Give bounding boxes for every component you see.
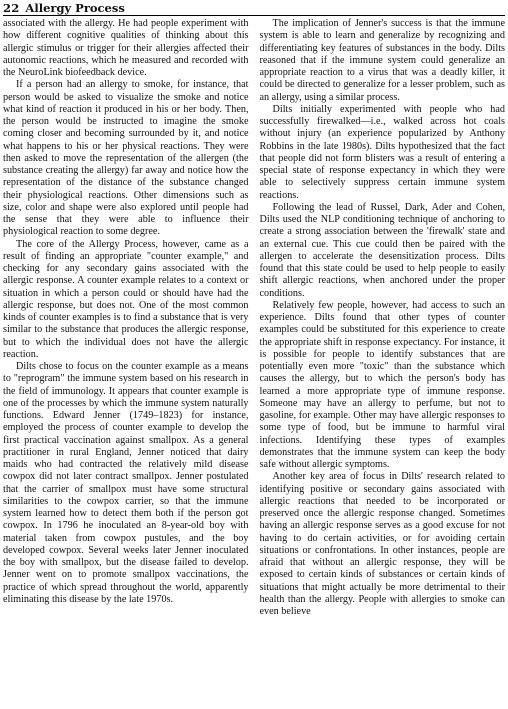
right-column xyxy=(260,18,506,707)
paragraph: Another key area of focus in Dilts' research related to identifying positive or secondary gains associated with allergic reactions that needed to be incorporated or preserved once the allergic response changed. Sometimes having an allergic response serves as a good excuse for not having to do certain activities, or for avoiding certain situations or confrontations. In other instances, people are afraid that without an allergic response, they will be exposed to certain kinds of substances or certain kinds of situations that might actually be more detrimental to their health than the allergy. People with allergies to smoke can even believe xyxy=(259,471,505,617)
paragraph: Following the lead of Russel, Dark, Ader and Cohen, Dilts used the NLP conditioning technique of anchoring to create a strong association between the 'firewalk' state and an external cue. This cue could then be paired with the allergen to accelerate the desensitization process. Dilts found that this state could be used to help people to easily shift allergic reactions, when anchored under the proper conditions. xyxy=(259,201,505,299)
running-header xyxy=(3,0,505,16)
paragraph: associated with the allergy. He had people experiment with how different cognitive qualities of thinking about this allergic stimulus or trigger for their allergies affected their autonomic reactions, which he measured and recorded with the NeuroLink biofeedback device. xyxy=(3,18,249,78)
paragraph: Dilts chose to focus on the counter example as a means to "reprogram" the immune system based on his research in the field of immunology. It appears that counter example is one of the processes by which the immune system naturally functions. Edward Jenner (1749–1823) for instance, employed the process of counter example to develop the first practical vaccination against smallpox. As a general practitioner in rural England, Jenner noticed that dairy maids who had contracted the relatively mild disease cowpox did not later contract smallpox. Jenner postulated that the carrier of smallpox must have some structural similarities to the cowpox carrier, so that the immune system learned how to detect them both if the person got cowpox. In 1796 he inoculated an 8-year-old boy with material taken from cowpox pustules, and the boy developed cowpox. Several weeks later Jenner inoculated the boy with smallpox, but the disease failed to develop. Jenner went on to promote smallpox vaccinations, the practice of which spread throughout the world, apparently eliminating this disease by the late 1970s. xyxy=(3,361,249,605)
chapter-title: Allergy Process xyxy=(25,1,125,15)
paragraph: The core of the Allergy Process, however, came as a result of finding an appropriate "counter example," and checking for any secondary gains associated with the allergic response. A counter example relates to a context or situation in which a person could or should have had the allergic response, but does not. One of the most common kinds of counter examples is to find a substance that is very similar to the substance that produces the allergic response, but to which the individual does not have the allergic reaction. xyxy=(3,238,249,360)
left-column xyxy=(3,18,249,707)
paragraph: Relatively few people, however, had access to such an experience. Dilts found that other types of counter examples could be substituted for this experience to create the appropriate shift in response expectancy. For instance, it is possible for people to identify substances that are potentially even more "toxic" than the substance which causes the allergy, but to which the person's body has learned a more appropriate type of immune response. Someone may have an allergy to perfume, but not to gasoline, for example. Other may have allergic responses to some type of food, but be immune to harmful viral infections. Identifying these types of examples demonstrates that the immune system can keep the body safe without allergic symptoms. xyxy=(259,299,505,470)
paragraph: The implication of Jenner's success is that the immune system is able to learn and generalize by recognizing and differentiating key features of substances in the body. Dilts reasoned that if the immune system could generalize an appropriate reaction to a virus that was a deadly killer, it could be directed to generalize for a lesser problem, such as an allergy, using a similar process. xyxy=(259,18,505,103)
page-number: 22 xyxy=(3,1,20,15)
paragraph: If a person had an allergy to smoke, for instance, that person would be asked to visualize the smoke and notice what kind of reaction it produced in his or her body. Then, the person would be instructed to imagine the smoke coming closer and becoming surrounded by it, and notice what happens to his or her physical reactions. They were then asked to move the representation of the allergen (the substance creating the allergy) far away and notice how the representation of the distance of the substance changed their physiological reactions. Other dimensions such as size, color and shape were also explored until people had the sense that they were able to influence their physiological reaction to some degree. xyxy=(3,79,249,238)
paragraph: Dilts initially experimented with people who had successfully firewalked—i.e., walked across hot coals without injury (an experience popularized by Anthony Robbins in the late 1980s). Dilts hypothesized that the fact that people did not form blisters was a result of entering a special state of response expectancy in which they were able to selectively suppress certain immune system reactions. xyxy=(259,103,505,201)
two-column-body xyxy=(3,18,505,707)
